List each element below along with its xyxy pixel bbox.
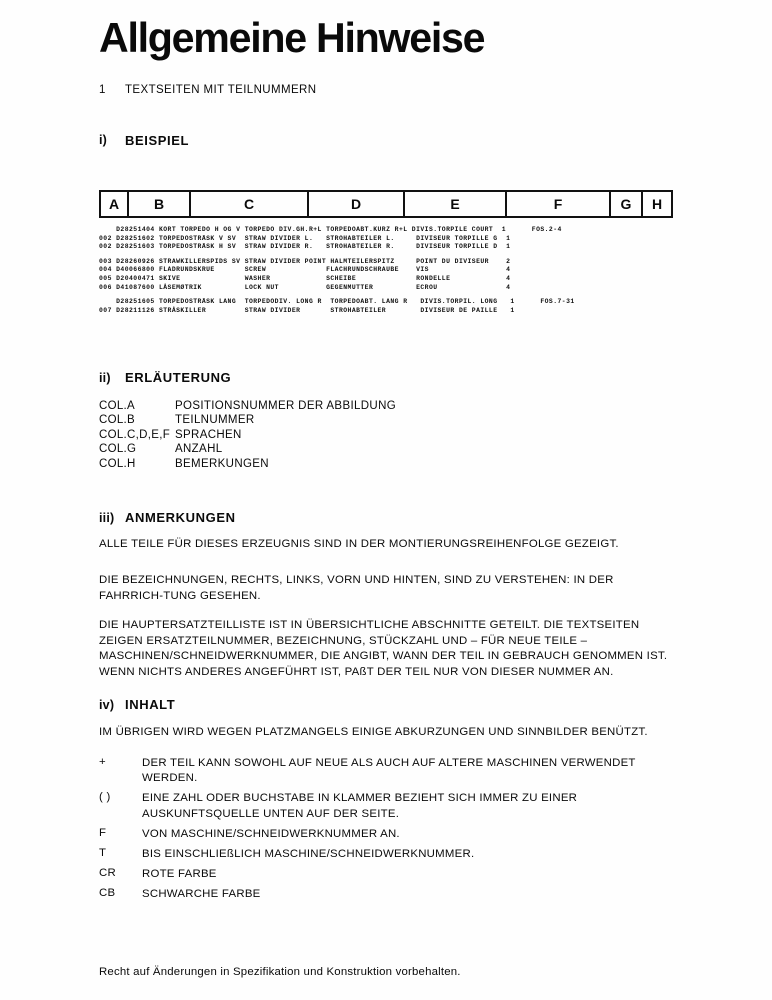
list-item bbox=[99, 443, 396, 457]
table-row: D28251404 KORT TORPEDO H OG V TORPEDO DIV.GH.R+L TORPEDOABT.KURZ R+L DIVIS.TORPILE COURT 1 FOS.2-4 bbox=[99, 226, 562, 233]
notes-paragraph-3: DIE HAUPTERSATZTEILLISTE IST IN ÜBERSICHTLICHE ABSCHNITTE GETEILT. DIE TEXTSEITEN ZEIGEN ERSATZTEILNUMMER, BEZEICHNUNG, STÜCKZAHL UND – FÜR NEUE TEILE – MASCHINEN/SCHNEIDWERKNUMMER, DIE ANGIBT, WANN DER TEIL IN GEBRAUCH GENOMMEN IST. WENN NICHTS ANDERES ANGEFÜHRT IST, PAßT DER TEIL NUR VON DIESER NUMMER AN. bbox=[99, 619, 668, 678]
listing-group bbox=[99, 258, 679, 292]
list-item bbox=[99, 847, 684, 862]
symbol-description: VON MASCHINE/SCHNEIDWERKNUMMER AN. bbox=[142, 827, 400, 840]
legend-value: ANZAHL bbox=[175, 443, 223, 456]
symbol-key: + bbox=[99, 756, 106, 768]
table-row: 005 D20400471 SKIVE WASHER SCHEIBE RONDELLE 4 bbox=[99, 274, 511, 282]
symbol-key: ( ) bbox=[99, 791, 111, 804]
list-item bbox=[99, 414, 396, 428]
symbol-description: ROTE FARBE bbox=[142, 868, 217, 881]
table-row: 002 D28251602 TORPEDOSTRÄSK V SV STRAW DIVIDER L. STROHABTEILER L. DIVISEUR TORPILLE G 1 bbox=[99, 234, 511, 242]
column-letter-f: F bbox=[505, 192, 609, 216]
column-letter-d: D bbox=[307, 192, 403, 216]
subsection-i-marker: i) bbox=[99, 133, 108, 147]
column-letter-a: A bbox=[99, 192, 127, 216]
subsection-ii-label: ERLÄUTERUNG bbox=[125, 370, 232, 385]
legend-value: BEMERKUNGEN bbox=[175, 457, 269, 470]
subsection-iv-label: INHALT bbox=[125, 697, 176, 712]
column-header-rule-bottom bbox=[99, 216, 673, 218]
notes-paragraph-1: ALLE TEILE FÜR DIESES ERZEUGNIS SIND IN DER MONTIERUNGSREIHENFOLGE GEZEIGT. bbox=[99, 538, 619, 550]
listing-group bbox=[99, 226, 679, 252]
subsection-iii-label: ANMERKUNGEN bbox=[125, 510, 236, 525]
table-row: 007 D28211126 STRÅSKILLER STRAW DIVIDER STROHABTEILER DIVISEUR DE PAILLE 1 bbox=[99, 306, 515, 314]
column-letter-h: H bbox=[641, 192, 673, 216]
subsection-iv-marker: iv) bbox=[99, 698, 115, 712]
subsection-i-label: BEISPIEL bbox=[125, 133, 190, 148]
legend-key: COL.G bbox=[99, 443, 137, 456]
list-item bbox=[99, 791, 684, 821]
list-item bbox=[99, 400, 396, 414]
page-title: Allgemeine Hinweise bbox=[99, 14, 485, 61]
column-letter-e: E bbox=[403, 192, 505, 216]
legend-value: SPRACHEN bbox=[175, 428, 242, 441]
column-legend-list bbox=[99, 400, 396, 472]
column-letter-c: C bbox=[189, 192, 307, 216]
table-row: 002 D28251603 TORPEDOSTRÄSK H SV STRAW DIVIDER R. STROHABTEILER R. DIVISEUR TORPILLE D 1 bbox=[99, 243, 511, 251]
symbol-legend-list bbox=[99, 756, 684, 908]
symbol-description: DER TEIL KANN SOWOHL AUF NEUE ALS AUCH AUF ALTERE MASCHINEN VERWENDET WERDEN. bbox=[142, 757, 636, 785]
section-1-number: 1 bbox=[99, 84, 106, 96]
column-letter-g: G bbox=[609, 192, 641, 216]
footer-note: Recht auf Änderungen in Spezifikation und Konstruktion vorbehalten. bbox=[99, 966, 461, 978]
list-item bbox=[99, 827, 684, 842]
column-letter-b: B bbox=[127, 192, 189, 216]
column-header-strip bbox=[99, 190, 673, 218]
list-item bbox=[99, 458, 396, 472]
symbol-description: BIS EINSCHLIEßLICH MASCHINE/SCHNEIDWERKNUMMER. bbox=[142, 848, 475, 861]
list-item bbox=[99, 756, 684, 786]
legend-key: COL.B bbox=[99, 414, 136, 427]
symbol-description: EINE ZAHL ODER BUCHSTABE IN KLAMMER BEZIEHT SICH IMMER ZU EINER AUSKUNFTSQUELLE UNTEN AUF DER SEITE. bbox=[142, 792, 578, 820]
table-row: D28251605 TORPEDOSTRÄSK LANG TORPEDODIV. LONG R TORPEDOABT. LANG R DIVIS.TORPIL. LONG 1 FOS.7-31 bbox=[99, 298, 575, 306]
notes-paragraph-2: DIE BEZEICHNUNGEN, RECHTS, LINKS, VORN UND HINTEN, SIND ZU VERSTEHEN: IN DER FAHRRICH-TUNG GESEHEN. bbox=[99, 574, 614, 602]
parts-listing-table bbox=[99, 226, 679, 321]
list-item bbox=[99, 887, 684, 902]
list-item bbox=[99, 429, 396, 443]
subsection-ii-marker: ii) bbox=[99, 371, 111, 385]
table-row: 006 D41087600 LÅSEMØTRIK LOCK NUT GEGENMUTTER ECROU 4 bbox=[99, 283, 511, 291]
section-1-label: TEXTSEITEN MIT TEILNUMMERN bbox=[125, 84, 317, 96]
legend-key: COL.C,D,E,F bbox=[99, 428, 171, 441]
legend-key: COL.A bbox=[99, 400, 136, 412]
table-row: 003 D28260926 STRAWKILLERSPIDS SV STRAW DIVIDER POINT HALMTEILERSPITZ POINT DU DIVISEUR 2 bbox=[99, 257, 511, 265]
table-row: 004 D40066800 FLADRUNDSKRUE SCREW FLACHRUNDSCHRAUBE VIS 4 bbox=[99, 266, 511, 274]
list-item bbox=[99, 867, 684, 882]
symbol-key: CB bbox=[99, 887, 116, 900]
legend-value: TEILNUMMER bbox=[175, 414, 255, 427]
legend-key: COL.H bbox=[99, 457, 136, 470]
symbol-key: CR bbox=[99, 867, 117, 880]
listing-group bbox=[99, 298, 679, 315]
legend-value: POSITIONSNUMMER DER ABBILDUNG bbox=[175, 400, 397, 412]
symbol-key: T bbox=[99, 847, 107, 860]
contents-intro: IM ÜBRIGEN WIRD WEGEN PLATZMANGELS EINIGE ABKURZUNGEN UND SINNBILDER BENÜTZT. bbox=[99, 726, 648, 738]
symbol-key: F bbox=[99, 826, 107, 839]
subsection-iii-marker: iii) bbox=[99, 511, 115, 525]
symbol-description: SCHWARCHE FARBE bbox=[142, 888, 261, 901]
